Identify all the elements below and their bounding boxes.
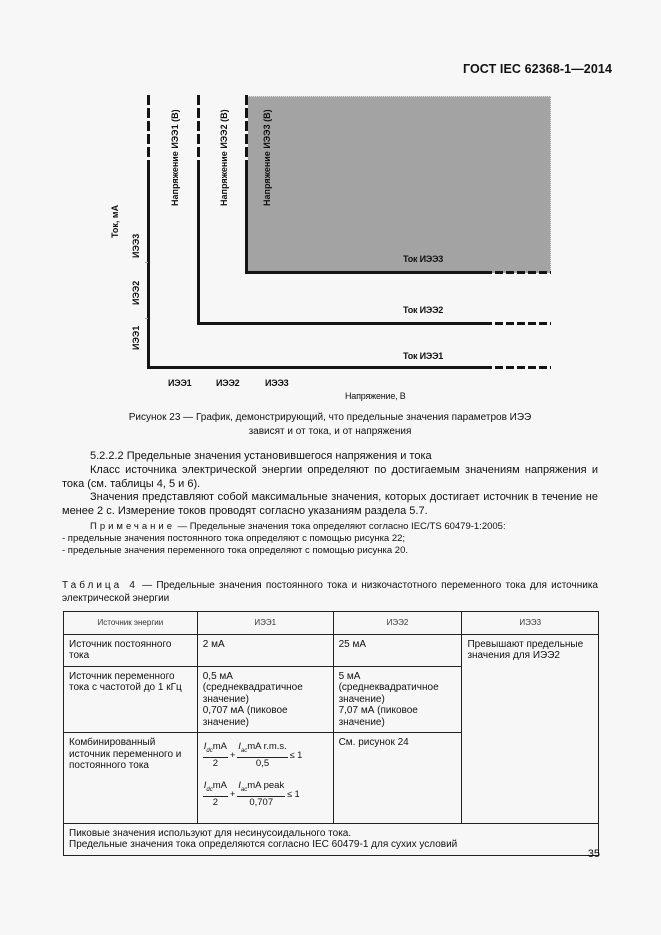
header-es2: ИЭЭ2 (333, 612, 462, 635)
y-tick-es2: ИЭЭ2 (131, 280, 141, 305)
table-footnote-row (64, 823, 599, 855)
header-es1: ИЭЭ1 (197, 612, 333, 635)
table-4 (63, 611, 599, 856)
y-tick (145, 318, 148, 319)
caption-line-1: Рисунок 23 — График, демонстрирующий, что предельные значения параметров ИЭЭ (128, 412, 532, 423)
es2-current-label: Ток ИЭЭ2 (403, 305, 444, 315)
es3-horizontal (245, 271, 484, 274)
page-number: 35 (587, 848, 600, 860)
y-axis-title: Ток, мА (110, 204, 120, 238)
figure-caption (60, 411, 600, 439)
x-tick-es1: ИЭЭ1 (168, 378, 192, 388)
header-energy-source: Источник энергии (64, 612, 198, 635)
note-item-2: - предельные значения переменного тока определяют с помощью рисунка 20. (62, 545, 409, 556)
cell-source: Комбинированный источник переменного и постоянного тока (64, 733, 198, 824)
cell-es2: 25 мА (333, 634, 462, 666)
es1-ac-rms: 0,5 мА (202, 670, 233, 682)
cell-es1 (197, 666, 333, 733)
es1-ac-rms-note: (среднеквадратичное значение) (202, 682, 303, 705)
caption-line-2: зависят и от тока, и от напряжения (248, 426, 412, 437)
cell-es1-formulas (197, 733, 333, 824)
table-header-row (64, 612, 599, 635)
table-title-text: — Предельные значения постоянного тока и низкочастотного переменного тока для источника электрической энергии (62, 580, 598, 604)
es1-vertical-dashed (147, 95, 150, 163)
note-label: Примечание (90, 521, 175, 532)
table-title (62, 579, 598, 605)
y-tick-es3: ИЭЭ3 (131, 233, 141, 258)
x-tick-es3: ИЭЭ3 (265, 378, 289, 388)
section-heading: 5.2.2.2 Предельные значения установившегося напряжения и тока (90, 450, 432, 462)
table-row (64, 634, 599, 666)
cell-es1: 2 мА (197, 634, 333, 666)
x-axis (147, 366, 484, 369)
es2-voltage-label: Напряжение ИЭЭ2 (В) (219, 109, 229, 206)
es2-ac-rms: 5 мА (338, 670, 361, 682)
x-tick-es2: ИЭЭ2 (216, 378, 240, 388)
y-tick-es1: ИЭЭ1 (131, 325, 141, 350)
cell-es2: См. рисунок 24 (333, 733, 462, 824)
es3-vertical (245, 163, 248, 273)
es1-ac-peak: 0,707 мА (пиковое значение) (202, 705, 288, 728)
paragraph-1: Класс источника электрической энергии определяют по достигаемым значениям напряжения и тока (см. таблицы 4, 5 и 6). (62, 464, 598, 490)
y-axis (147, 163, 150, 369)
es1-horizontal-dashed (484, 366, 551, 369)
figure-23-chart (0, 0, 661, 410)
es2-ac-rms-note: (среднеквадратичное значение) (338, 682, 439, 705)
es1-voltage-label: Напряжение ИЭЭ1 (В) (170, 109, 180, 206)
x-axis-title: Напряжение, В (345, 391, 406, 401)
table-footnotes (64, 823, 599, 855)
es3-horizontal-dashed (484, 271, 551, 274)
formula-peak: $\frac{I_{dc}mA}{2}$ + $\frac{I_{ac}mA peak}{0,707}$ ≤ 1 (203, 779, 300, 809)
paragraph-2: Значения представляют собой максимальные значения, которых достигает источник в течение не менее 2 с. Измерение токов проводят согласно указаниям раздела 5.7. (62, 491, 598, 517)
note-text: — Предельные значения тока определяют согласно IEC/TS 60479-1:2005: (175, 521, 506, 532)
es3-current-label: Ток ИЭЭ3 (403, 254, 444, 264)
cell-source: Источник постоянного тока (64, 634, 198, 666)
note-item-1: - предельные значения постоянного тока определяют с помощью рисунка 22; (62, 533, 406, 544)
es3-region (248, 96, 551, 273)
table-label: Таблица 4 (62, 580, 138, 591)
cell-source: Источник переменного тока с частотой до 1 кГц (64, 666, 198, 733)
es2-vertical (197, 163, 200, 323)
es3-vertical-dashed (245, 95, 248, 163)
cell-es3: Превышают предельные значения для ИЭЭ2 (462, 634, 599, 823)
es3-voltage-label: Напряжение ИЭЭ3 (В) (262, 109, 272, 206)
es2-vertical-dashed (197, 95, 200, 163)
cell-es2 (333, 666, 462, 733)
es1-current-label: Ток ИЭЭ1 (403, 351, 444, 361)
footnote-1: Пиковые значения используют для несинусоидального тока. (69, 827, 352, 839)
es2-ac-peak: 7,07 мА (пиковое значение) (338, 705, 418, 728)
note-block (62, 521, 598, 557)
header-es3: ИЭЭ3 (462, 612, 599, 635)
y-tick (145, 262, 148, 263)
es2-horizontal (197, 322, 484, 325)
standard-header: ГОСТ IEC 62368-1—2014 (462, 62, 612, 76)
es2-horizontal-dashed (484, 322, 551, 325)
formula-rms: $\frac{I_{dc}mA}{2}$ + $\frac{I_{ac}mA r.m.s.}{0,5}$ ≤ 1 (203, 741, 303, 770)
footnote-2: Предельные значения тока определяются согласно IEC 60479-1 для сухих условий (69, 839, 458, 851)
